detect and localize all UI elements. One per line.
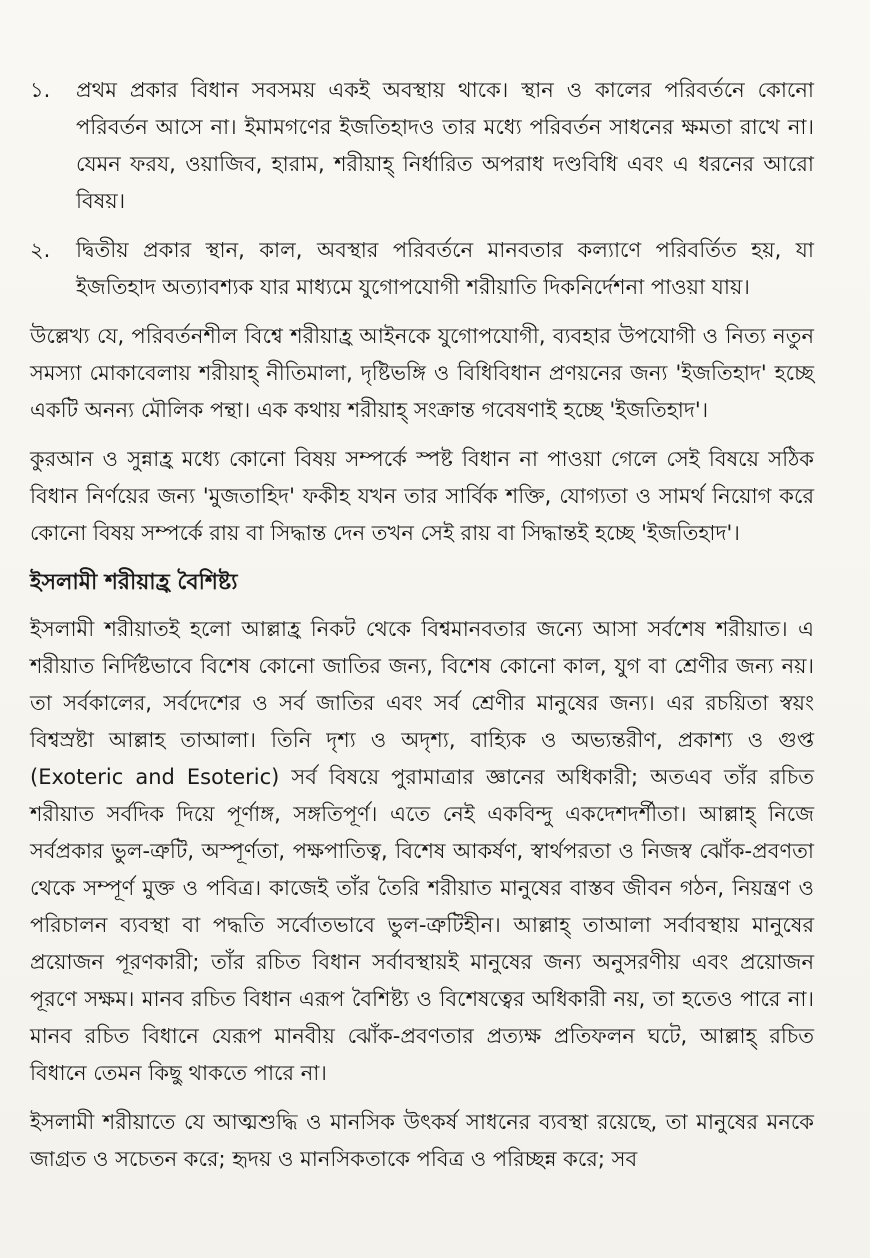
section-heading: ইসলামী শরীয়াহ্র বৈশিষ্ট্য bbox=[30, 570, 238, 595]
list-item-2 bbox=[30, 232, 814, 306]
list-number: ২. bbox=[30, 238, 51, 262]
paragraph-self-purification: ইসলামী শরীয়াতে যে আত্মশুদ্ধি ও মানসিক উৎকর্ষ সাধনের ব্যবস্থা রয়েছে, তা মানুষের মনকে জাগ্রত ও সচেতন করে; হৃদয় ও মানসিকতাকে পবিত্র ও পরিচ্ছন্ন করে; সব bbox=[30, 1110, 814, 1171]
list-number: ১. bbox=[30, 78, 51, 102]
list-text: প্রথম প্রকার বিধান সবসময় একই অবস্থায় থাকে। স্থান ও কালের পরিবর্তনে কোনো পরিবর্তন আসে না। ইমামগণের ইজতিহাদও তার মধ্যে পরিবর্তন সাধনের ক্ষমতা রাখে না। যেমন ফরয, ওয়াজিব, হারাম, শরীয়াহ্ নির্ধারিত অপরাধ দণ্ডবিধি এবং এ ধরনের আরো বিষয়। bbox=[76, 78, 814, 213]
paragraph-shariah-features: ইসলামী শরীয়াতই হলো আল্লাহ্র নিকট থেকে বিশ্বমানবতার জন্যে আসা সর্বশেষ শরীয়াত। এ শরীয়াত নির্দিষ্টভাবে বিশেষ কোনো জাতির জন্য, বিশেষ কোনো কাল, যুগ বা শ্রেণীর জন্য নয়। তা সর্বকালের, সর্বদেশের ও সর্ব জাতির এবং সর্ব শ্রেণীর মানুষের জন্য। এর রচয়িতা স্বয়ং বিশ্বস্রষ্টা আল্লাহ তাআলা। তিনি দৃশ্য ও অদৃশ্য, বাহ্যিক ও অভ্যন্তরীণ, প্রকাশ্য ও গুপ্ত (Exoteric and Esoteric) সর্ব বিষয়ে পুরামাত্রার জ্ঞানের অধিকারী; অতএব তাঁর রচিত শরীয়াত সর্বদিক দিয়ে পূর্ণাঙ্গ, সঙ্গতিপূর্ণ। এতে নেই একবিন্দু একদেশদর্শীতা। আল্লাহ্ নিজে সর্বপ্রকার ভুল-ত্রুটি, অস্পূর্ণতা, পক্ষপাতিত্ব, বিশেষ আকর্ষণ, স্বার্থপরতা ও নিজস্ব ঝোঁক-প্রবণতা থেকে সম্পূর্ণ মুক্ত ও পবিত্র। কাজেই তাঁর তৈরি শরীয়াত মানুষের বাস্তব জীবন গঠন, নিয়ন্ত্রণ ও পরিচালন ব্যবস্থা বা পদ্ধতি সর্বোতভাবে ভুল-ত্রুটিহীন। আল্লাহ্ তাআলা সর্বাবস্থায় মানুষের প্রয়োজন পূরণকারী; তাঁর রচিত বিধান সর্বাবস্থায়ই মানুষের জন্য অনুসরণীয় এবং প্রয়োজন পূরণে সক্ষম। মানব রচিত বিধান এরূপ বৈশিষ্ট্য ও বিশেষত্বের অধিকারী নয়, তা হতেও পারে না। মানব রচিত বিধানে যেরূপ মানবীয় ঝোঁক-প্রবণতার প্রত্যক্ষ প্রতিফলন ঘটে, আল্লাহ্ রচিত বিধানে তেমন কিছু থাকতে পারে না। bbox=[30, 617, 814, 1085]
list-text: দ্বিতীয় প্রকার স্থান, কাল, অবস্থার পরিবর্তনে মানবতার কল্যাণে পরিবর্তিত হয়, যা ইজতিহাদ অত্যাবশ্যক যার মাধ্যমে যুগোপযোগী শরীয়াতি দিকনির্দেশনা পাওয়া যায়। bbox=[76, 238, 814, 299]
paragraph-ijtihad-process: কুরআন ও সুন্নাহ্র মধ্যে কোনো বিষয় সম্পর্কে স্পষ্ট বিধান না পাওয়া গেলে সেই বিষয়ে সঠিক বিধান নির্ণয়ের জন্য 'মুজতাহিদ' ফকীহ যখন তার সার্বিক শক্তি, যোগ্যতা ও সামর্থ নিয়োগ করে কোনো বিষয় সম্পর্কে রায় বা সিদ্ধান্ত দেন তখন সেই রায় বা সিদ্ধান্তই হচ্ছে 'ইজতিহাদ'। bbox=[30, 447, 814, 545]
paragraph-ijtihad-definition: উল্লেখ্য যে, পরিবর্তনশীল বিশ্বে শরীয়াহ্র আইনকে যুগোপযোগী, ব্যবহার উপযোগী ও নিত্য নতুন সমস্যা মোকাবেলায় শরীয়াহ্ নীতিমালা, দৃষ্টিভঙ্গি ও বিধিবিধান প্রণয়নের জন্য 'ইজতিহাদ' হচ্ছে একটি অনন্য মৌলিক পন্থা। এক কথায় শরীয়াহ্ সংক্রান্ত গবেষণাই হচ্ছে 'ইজতিহাদ'। bbox=[30, 324, 814, 422]
list-item-1 bbox=[30, 72, 814, 220]
